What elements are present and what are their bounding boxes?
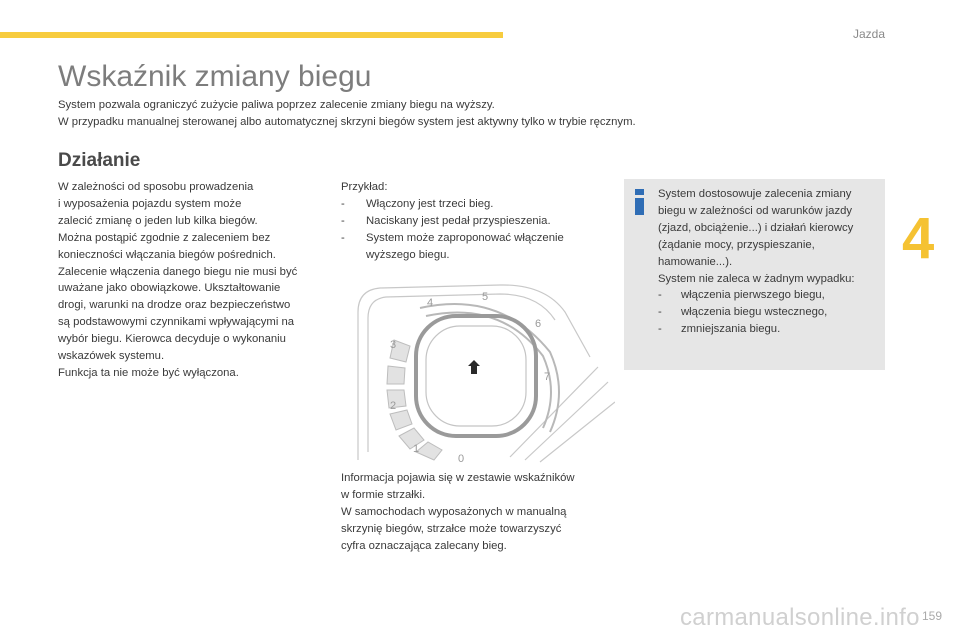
list-item: - Naciskany jest pedał przyspieszenia. [341, 214, 551, 227]
top-accent-bar [0, 32, 503, 38]
text-line: (zjazd, obciążenie...) i działań kierowcy [658, 221, 854, 234]
gauge-label-0: 0 [458, 453, 465, 464]
text-line: System nie zaleca w żadnym wypadku: [658, 272, 855, 285]
section-heading: Działanie [58, 150, 141, 171]
list-item: - włączenia biegu wstecznego, [658, 306, 828, 319]
page-number: 159 [921, 609, 942, 623]
watermark: carmanualsonline.info [680, 604, 920, 631]
text-line: i wyposażenia pojazdu system może [58, 197, 242, 210]
text-line: uważane jako obowiązkowe. Ukształtowanie [58, 282, 281, 295]
text-line: hamowanie...). [658, 255, 733, 268]
text-line: wskazówek systemu. [58, 350, 165, 363]
text-line: skrzynię biegów, strzałce może towarzyszyć [341, 522, 562, 535]
text-line: są podstawowymi czynnikami wpływającymi na [58, 316, 295, 329]
text-line: cyfra oznaczająca zalecany bieg. [341, 539, 507, 552]
example-label: Przykład: [341, 181, 388, 193]
display-info-paragraph [341, 470, 611, 555]
instrument-cluster-illustration [350, 282, 615, 464]
page-title: Wskaźnik zmiany biegu [58, 60, 372, 93]
text-line: biegu w zależności od warunków jazdy [658, 204, 853, 217]
text-line: Funkcja ta nie może być wyłączona. [58, 366, 239, 379]
info-box [624, 179, 885, 370]
gauge-label-7: 7 [544, 371, 551, 383]
text-line: W samochodach wyposażonych w manualną [341, 505, 567, 518]
info-box-text [658, 186, 883, 338]
gauge-label-6: 6 [535, 318, 542, 330]
text-line: Informacja pojawia się w zestawie wskaźników [341, 472, 575, 484]
text-line: Można postąpić zgodnie z zaleceniem bez [58, 231, 271, 244]
intro-line: System pozwala ograniczyć zużycie paliwa poprzez zalecenie zmiany biegu na wyższy. [58, 99, 495, 111]
list-item: - Włączony jest trzeci bieg. [341, 197, 494, 210]
text-line: Zalecenie włączenia danego biegu nie musi być [58, 265, 298, 278]
info-icon [634, 189, 645, 215]
text-line: drogi, warunki na drodze oraz bezpieczeństwo [58, 299, 291, 312]
chapter-number: 4 [902, 206, 935, 271]
list-item: - System może zaproponować włączenie wyższego biegu. [341, 231, 564, 261]
list-item: - włączenia pierwszego biegu, [658, 289, 825, 302]
text-line: System dostosowuje zalecenia zmiany [658, 188, 852, 200]
description-column [58, 179, 333, 382]
gauge-label-5: 5 [482, 291, 489, 303]
list-item: - zmniejszania biegu. [658, 323, 781, 336]
intro-paragraph [58, 97, 636, 131]
gauge-label-1: 1 [413, 443, 420, 455]
text-line: zalecić zmianę o jeden lub kilka biegów. [58, 214, 258, 227]
intro-line: W przypadku manualnej sterowanej albo automatycznej skrzyni biegów system jest aktywny tylko w trybie ręcznym. [58, 116, 636, 128]
text-line: (żądanie mocy, przyspieszanie, [658, 238, 815, 251]
example-block [341, 179, 606, 264]
text-line: konieczności włączania biegów pośrednich. [58, 248, 276, 261]
gauge-label-2: 2 [390, 400, 397, 412]
gauge-label-4: 4 [427, 297, 434, 309]
gauge-label-3: 3 [390, 339, 397, 351]
text-line: w formie strzałki. [341, 488, 426, 501]
text-line: W zależności od sposobu prowadzenia [58, 181, 254, 193]
text-line: wybór biegu. Kierowca decyduje o wykonaniu [58, 333, 286, 346]
section-name: Jazda [852, 27, 885, 41]
